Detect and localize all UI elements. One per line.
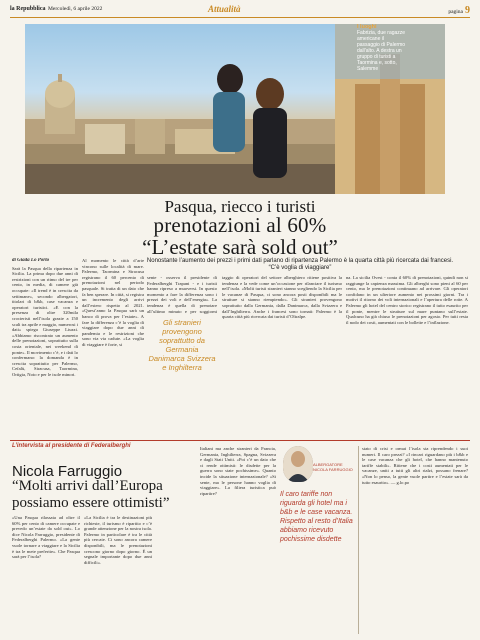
article-column-3-text: sente - osserva il presidente di Federalberghi Trapani - e i turisti hanno ripreso a muoversi. In questo momento a fare la differenza sono i prezzi dei voli e dell’energia». La tendenza è quella di prenotare all’ultimo minuto e per soggiorni [147, 275, 217, 314]
interview-column-4-text: stato di crisi e ormai l’isola sta riprendendo i suoi numeri. Il caro prezzi? «I rincari riguardano più i b&b e le case vacanza che gli hotel, che hanno mantenuto tariffe stabili». Ritiene che i costi aumentati per le vacanze, uniti a tutti gli altri rialzi, possano frenare? «Non lo penso, la gente vuole partire e l’estate sarà da tutto esaurito». — g.lo.po [362, 446, 468, 485]
portrait-image [283, 446, 313, 482]
headline-line-1: Pasqua, riecco i turisti [164, 197, 316, 216]
portrait-role: ALBERGATORE [313, 462, 343, 467]
article-column-4 [222, 275, 342, 438]
page-indicator [448, 5, 470, 16]
interview-rule [10, 440, 470, 441]
interview-pullquote: Il caro tariffe non riguarda gli hotel ma i b&b e le case vacanza. Rispetto al resto d’Italia abbiamo ricevuto pochissime disdette [280, 491, 353, 543]
column-divider [358, 446, 359, 634]
section-title: Attualità [208, 4, 241, 14]
portrait-name: NICOLA FARRUGGIO [313, 467, 353, 472]
caption-text: Fabrizia, due ragazze americane il passaggio di Palermo dall'alto. A destra un gruppo di turisti a Taormina e, sotto, Salemme [357, 30, 406, 72]
article-byline: di Giada Lo Porto [12, 258, 50, 263]
caption-title: I luoghi [357, 24, 377, 30]
newspaper-name: la Repubblica [10, 6, 46, 12]
interview-column-3-text: Italiani ma anche stranieri da Francia, Germania, Inghilterra, Spagna, Svizzera e dagli Stati Uniti. «Poi c’è un dato che ci rende ottimisti: le disdette per la guerra sono state pochissime». Quanto incide la situazione internazionale? «Si sente, ma le persone hanno voglia di viaggiare». La filiera turistica può ripartire? [200, 446, 276, 496]
interview-column-1 [12, 515, 80, 633]
interview-column-1-text: «Una Pasqua rilassata ad oltre il 60% per cento di camere occupate e prevedo un’estate da sold out». Lo dice Nicola Farruggio, presidente di Federalberghi Palermo. «La gente vuole tornare a viaggiare e la Sicilia è tra le mete preferite». Che Pasqua sarà per l’isola? [12, 515, 80, 560]
page-header [10, 4, 470, 16]
interview-column-3 [200, 446, 276, 633]
article-column-1-text: Sarà la Pasqua della ripartenza in Sicilia. La prima dopo due anni di restrizioni con un ritmo del tre per cento, in media, di camere già occupate: «Il trend è in crescita da settimane», secondo albergatori, titolari di b&b, case vacanza e operatori turistici. «E con la presenza di oltre 320mila crocieristi nell’isola grazie a 150 scali tra aprile e maggio, numerosi i dati» spiega Giuseppe Liuzzi. «Abbiamo riscontrato un aumento delle prenotazioni, soprattutto sulla costa orientale, nei weekend di ponte». Il movimento c’è, e i dati lo confermano: la domanda è in crescita soprattutto per Palermo, Cefalù, Siracusa, Taormina, Ortigia, Noto e per le isole minori. [12, 265, 78, 377]
interview-column-2 [84, 515, 152, 633]
interviewee-name: Nicola Farruggio [12, 463, 123, 480]
article-column-4-text: taggio di operatori del settore alberghiero ritiene positiva la tendenza e la vede come un’occasione per rilanciare il turismo nell’isola. «Molti turisti stranieri stanno scegliendo la Sicilia per le vacanze di Pasqua, ci sono ancora posti disponibili ma le strutture si stanno riempiendo». Gli stranieri provengono soprattutto dalla Germania, dalla Danimarca, dalla Svizzera e dall’Inghilterra. Anche i francesi sono tornati: Palermo è la quarta città più ricercata dai turisti d’Oltralpe. [222, 275, 342, 320]
article-column-5 [346, 275, 468, 438]
article-subtitle: Nonostante l’aumento dei prezzi i primi dati parlano di ripartenza Palermo è la quarta città più ricercata dai francesi. “C’è voglia di viaggiare” [146, 258, 454, 271]
interview-column-2-text: «La Sicilia è tra le destinazioni più richieste, il turismo è ripartito e c’è grande attenzione per la nostra isola. Palermo in particolare è tra le città più cercate. Ci sono ancora camere disponibili, ma le prenotazioni crescono giorno dopo giorno. È un segnale importante dopo due anni difficili». [84, 515, 152, 565]
headline-line-2: prenotazioni al 60% [153, 213, 327, 237]
interview-quote-line-1: “Molti arrivi dall’Europa [12, 478, 163, 494]
interview-label: L’intervista al presidente di Federalberghi [12, 443, 131, 449]
header-rule [10, 17, 470, 18]
article-column-3 [147, 275, 217, 315]
photo-caption [357, 24, 407, 72]
portrait-caption [313, 462, 353, 472]
article-column-2-text: Al momento le città d’arte vincono sulle località di mare. Palermo, Taormina e Siracusa registrano il 60 percento di prenotazioni nel periodo pasquale. Si tratta di un dato che fa ben sperare. In città, si registra un incremento degli arrivi dall’estero rispetto al 2021. «Quest’anno la Pasqua sarà un banco di prova per l’estate». A fare la differenza c’è la voglia di viaggiare dopo due anni di pandemia e le restrizioni che sono via via cadute. «La voglia di viaggiare è forte, si [82, 258, 144, 347]
issue-date: Mercoledì, 6 aprile 2022 [48, 6, 103, 12]
interviewee-portrait [283, 446, 313, 482]
interview-column-4 [362, 446, 468, 633]
interview-quote-line-2: possiamo essere ottimisti” [12, 495, 170, 511]
article-column-5-text: na. La sicilia Ovest - conta il 60% di prenotazioni, quindi non si raggiunge la capienza massima. Gli alberghi sono pieni al 60 per cento, ma le prenotazioni continuano ad arrivare. Gli operatori confidano in un ulteriore aumento nei prossimi giorni. Tra i motivi il ritorno dei voli internazionali e l’apertura delle rotte. A Palermo gli hotel del centro storico registrano il tutto esaurito per il ponte, mentre le strutture sul mare puntano sull’estate. Qualcuno ha già chiuso le prenotazioni per agosto. Per tutti resta il nodo dei costi, aumentati con le bollette e l’inflazione. [346, 275, 468, 325]
page-word: pagina [448, 9, 463, 15]
lead-photo [25, 24, 445, 194]
headline-quote: “L’estate sarà sold out” [142, 235, 338, 259]
article-column-1 [12, 258, 78, 438]
article-pullquote: Gli stranieri provengono soprattutto da Germania Danimarca Svizzera e Inghilterra [148, 318, 216, 372]
article-column-2 [82, 258, 144, 438]
page-number: 9 [465, 5, 470, 16]
